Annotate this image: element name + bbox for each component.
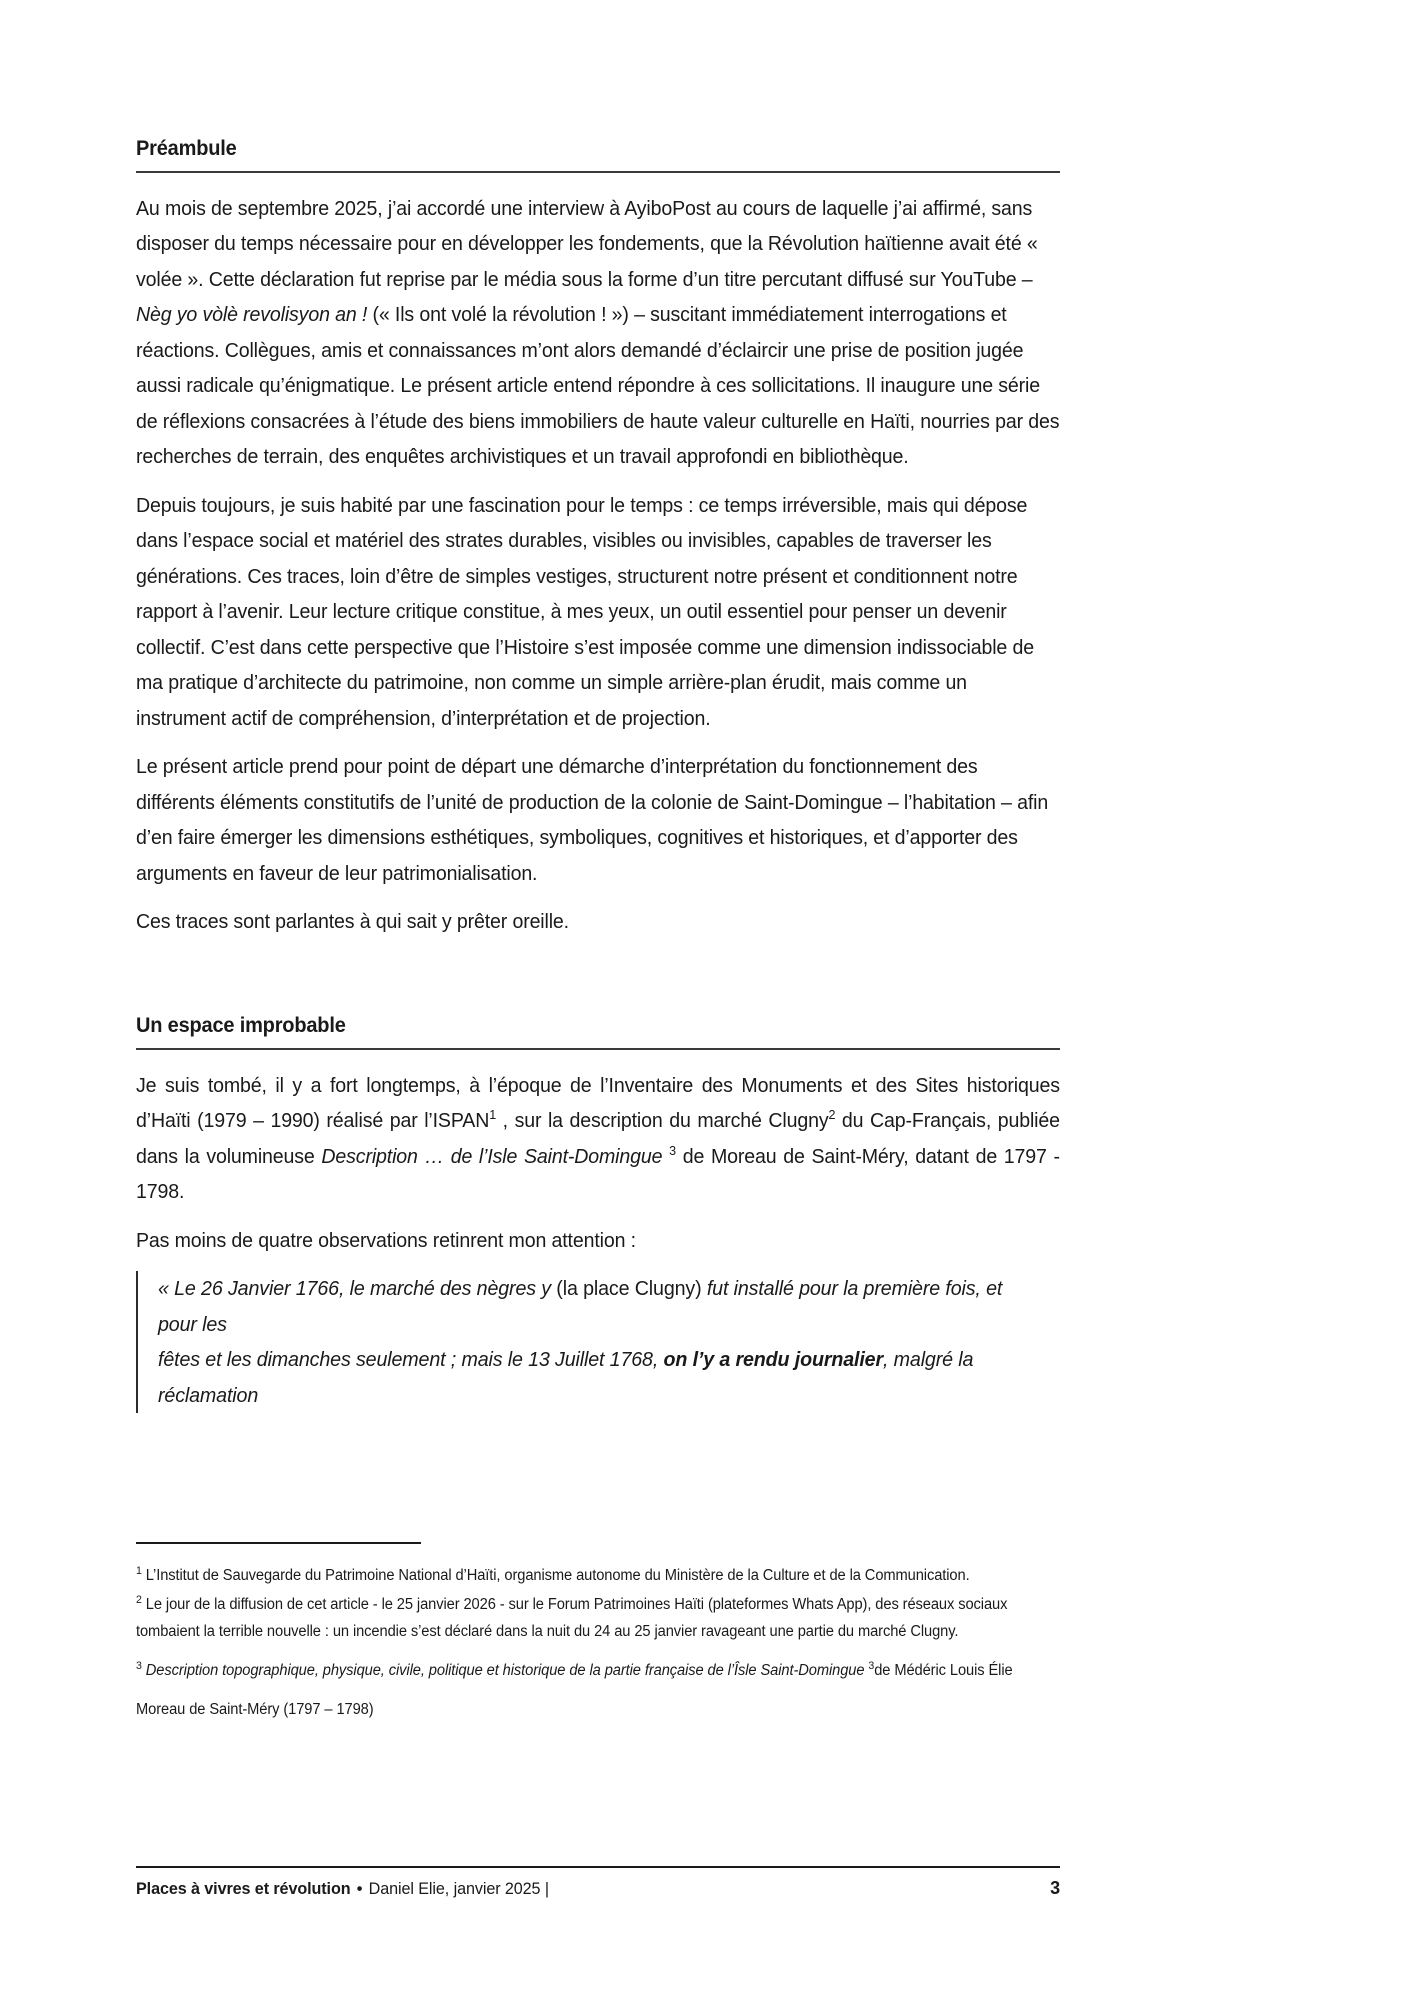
blockquote-line: fêtes et les dimanches seulement ; mais le 13 Juillet 1768, on l’y a rendu journalier, malgré la réclamation <box>158 1348 974 1407</box>
section-spacer <box>136 953 1060 1013</box>
footnote-separator-rule <box>136 1542 421 1544</box>
page-footer <box>136 1866 1060 1899</box>
footnote-item: Moreau de Saint-Méry (1797 – 1798) <box>136 1701 374 1718</box>
page-content <box>136 136 1060 1413</box>
heading-rule-espace-improbable <box>136 1048 1060 1050</box>
section-heading-espace-improbable: Un espace improbable <box>136 1012 346 1037</box>
paragraph-espace-1: Je suis tombé, il y a fort longtemps, à l’époque de l’Inventaire des Monuments et des Sites historiques d’Haïti (1979 – 1990) réalisé par l’ISPAN$^1$ , sur la description du marché Clugny$^2$ du Cap-Français, publiée dans la volumineuse Description … de l’Isle Saint-Domingue $^3$ de Moreau de Saint-Méry, datant de 1797 - 1798. <box>136 1073 1060 1204</box>
footnote-marker: 1 <box>136 1564 142 1577</box>
section-heading-preambule: Préambule <box>136 136 237 160</box>
footnotes-area <box>136 1542 1060 1725</box>
footnote-item: $^1$ L’Institut de Sauvegarde du Patrimoine National d’Haïti, organisme autonome du Ministère de la Culture et de la Communication. <box>136 1564 970 1584</box>
footer-row <box>136 1878 1060 1899</box>
footer-citation <box>136 1879 549 1899</box>
blockquote-moreau <box>136 1271 1023 1413</box>
page-number: 3 <box>1050 1878 1060 1898</box>
paragraph-preambule-3: Le présent article prend pour point de départ une démarche d’interprétation du fonctionnement des différents éléments constitutifs de l’unité de production de la colonie de Saint-Domingue – l’habitation – afin d’en faire émerger les dimensions esthétiques, symboliques, cognitives et historiques, et d’apporter des arguments en faveur de leur patrimonialisation. <box>136 755 1049 885</box>
footnote-item: $^3$ Description topographique, physique, civile, politique et historique de la partie française de l’Îsle Saint-Domingue $^3$de Médéric Louis Élie <box>136 1659 1013 1679</box>
footnote-item: $^2$ Le jour de la diffusion de cet article - le 25 janvier 2026 - sur le Forum Patrimoines Haïti (plateformes Whats App), des réseaux sociaux tombaient la terrible nouvelle : un incendie s’est déclaré dans la nuit du 24 au 25 janvier ravageant une partie du marché Clugny. <box>136 1593 1008 1640</box>
footer-document-title: Places à vivres et révolution <box>136 1879 351 1898</box>
heading-rule-preambule <box>136 171 1060 173</box>
footnote-marker: 2 <box>136 1593 142 1606</box>
paragraph-preambule-2: Depuis toujours, je suis habité par une fascination pour le temps : ce temps irréversible, mais qui dépose dans l’espace social et matériel des strates durables, visibles ou invisibles, capables de traverser les générations. Ces traces, loin d’être de simples vestiges, structurent notre présent et conditionnent notre rapport à l’avenir. Leur lecture critique constitue, à mes yeux, un outil essentiel pour penser un devenir collectif. C’est dans cette perspective que l’Histoire s’est imposée comme une dimension indissociable de ma pratique d’architecte du patrimoine, non comme un simple arrière-plan érudit, mais comme un instrument actif de compréhension, d’interprétation et de projection. <box>136 493 1034 730</box>
blockquote-line: « Le 26 Janvier 1766, le marché des nègres y (la place Clugny) fut installé pour la première fois, et pour les <box>158 1277 1003 1336</box>
paragraph-espace-2: Pas moins de quatre observations retinrent mon attention : <box>136 1228 636 1252</box>
paragraph-preambule-4: Ces traces sont parlantes à qui sait y prêter oreille. <box>136 910 569 934</box>
footnote-marker: 3 <box>136 1659 142 1672</box>
paragraph-preambule-1: Au mois de septembre 2025, j’ai accordé une interview à AyiboPost au cours de laquelle j’ai affirmé, sans disposer du temps nécessaire pour en développer les fondements, que la Révolution haïtienne avait été « volée ». Cette déclaration fut reprise par le média sous la forme d’un titre percutant diffusé sur YouTube – Nèg yo vòlè revolisyon an ! (« Ils ont volé la révolution ! ») – suscitant immédiatement interrogations et réactions. Collègues, amis et connaissances m’ont alors demandé d’éclaircir une prise de position jugée aussi radicale qu’énigmatique. Le présent article entend répondre à ces sollicitations. Il inaugure une série de réflexions consacrées à l’étude des biens immobiliers de haute valeur culturelle en Haïti, nourries par des recherches de terrain, des enquêtes archivistiques et un travail approfondi en bibliothèque. <box>136 196 1060 469</box>
footer-rule <box>136 1866 1060 1868</box>
bullet-separator-icon: • <box>356 1879 363 1898</box>
footer-byline: Daniel Elie, janvier 2025 | <box>368 1879 549 1898</box>
